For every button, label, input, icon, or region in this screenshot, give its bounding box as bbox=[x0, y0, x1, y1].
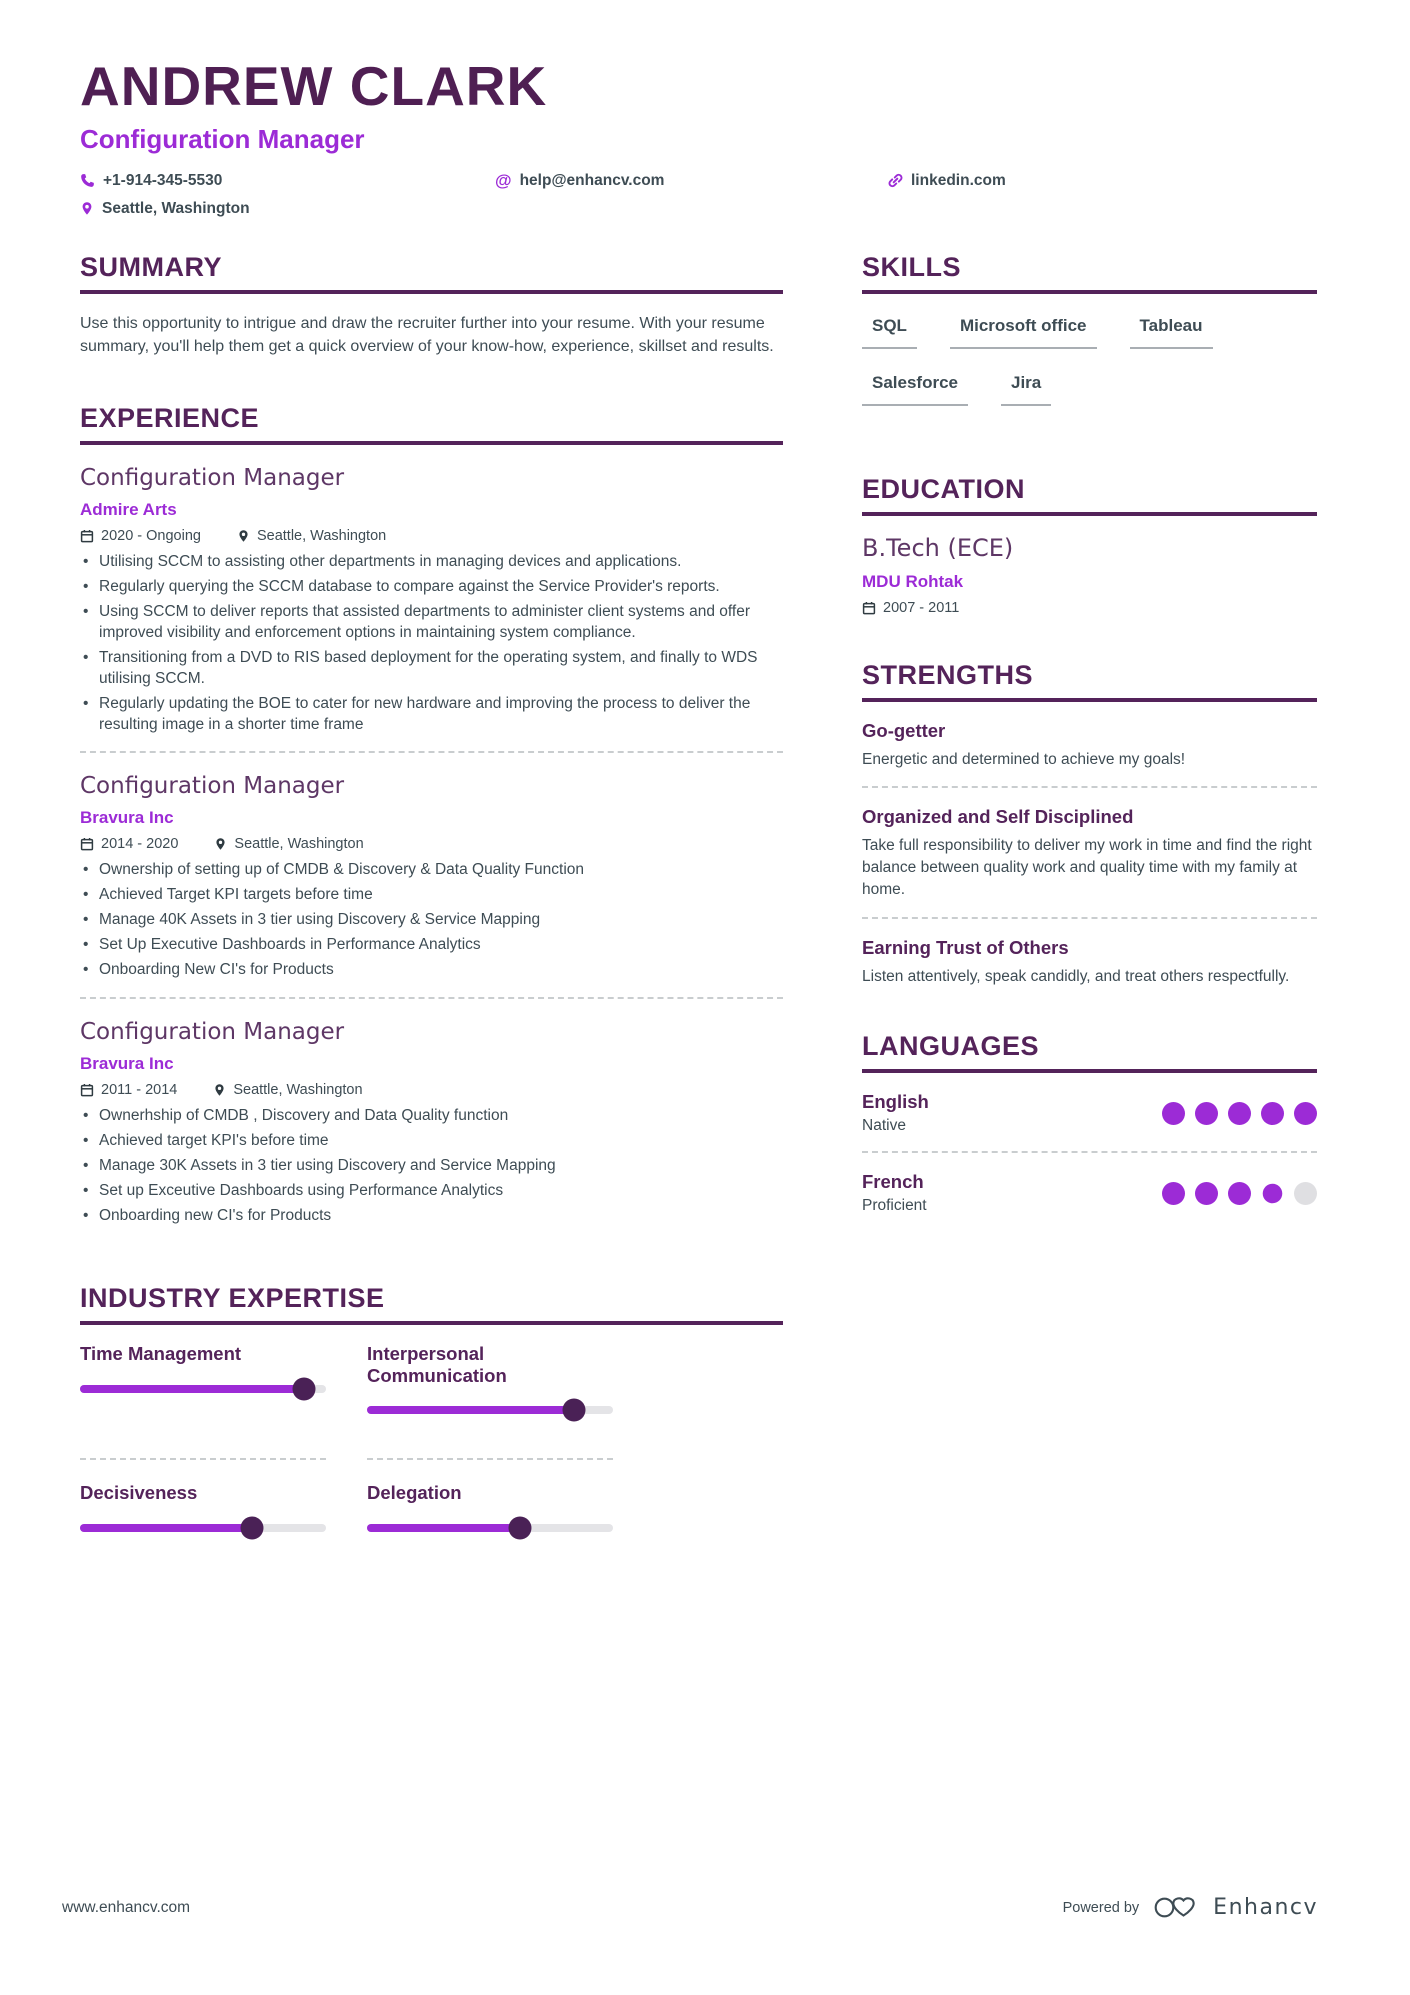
experience-meta bbox=[80, 528, 783, 544]
contact-info bbox=[80, 171, 1317, 218]
contact-email[interactable] bbox=[495, 171, 888, 191]
right-column bbox=[862, 252, 1317, 1259]
strength-item bbox=[862, 937, 1317, 988]
expertise-item bbox=[80, 1482, 326, 1576]
experience-bullet: • Manage 40K Assets in 3 tier using Discovery & Service Mapping bbox=[80, 910, 783, 931]
proficiency-dot-filled bbox=[1195, 1182, 1218, 1205]
experience-company: Admire Arts bbox=[80, 500, 177, 520]
expertise-slider bbox=[80, 1524, 326, 1532]
summary-heading: SUMMARY bbox=[80, 252, 783, 294]
resume-columns bbox=[0, 252, 1410, 1620]
experience-bullet: • Onboarding new CI's for Products bbox=[80, 1206, 783, 1227]
language-proficiency-dots bbox=[1162, 1102, 1317, 1125]
proficiency-dot-filled bbox=[1261, 1102, 1284, 1125]
experience-job-title: Configuration Manager bbox=[80, 1019, 345, 1046]
experience-heading: EXPERIENCE bbox=[80, 403, 783, 445]
powered-by-label: Powered by bbox=[1062, 1899, 1140, 1916]
expertise-item bbox=[80, 1343, 326, 1461]
language-name: English bbox=[862, 1091, 929, 1113]
enhancv-logo-icon bbox=[1153, 1894, 1199, 1921]
phone-icon bbox=[80, 173, 95, 188]
skill-tag: Salesforce bbox=[862, 373, 968, 406]
slider-knob bbox=[292, 1377, 315, 1400]
language-level: Native bbox=[862, 1117, 906, 1135]
experience-entry bbox=[80, 1017, 783, 1227]
experience-bullet: • Manage 30K Assets in 3 tier using Discovery and Service Mapping bbox=[80, 1156, 783, 1177]
skill-tag: SQL bbox=[862, 316, 917, 349]
language-divider bbox=[862, 1151, 1317, 1153]
experience-job-title: Configuration Manager bbox=[80, 773, 345, 800]
expertise-label: Decisiveness bbox=[80, 1482, 198, 1504]
skills-section bbox=[862, 252, 1317, 430]
strength-title: Go-getter bbox=[862, 719, 946, 741]
experience-location: Seattle, Washington bbox=[214, 836, 363, 852]
education-meta bbox=[862, 600, 1317, 616]
contact-link[interactable] bbox=[888, 172, 1317, 190]
experience-section bbox=[80, 403, 783, 1227]
contact-phone bbox=[80, 172, 495, 190]
proficiency-dot-filled bbox=[1162, 1102, 1185, 1125]
industry-expertise-section bbox=[80, 1283, 783, 1576]
slider-knob bbox=[562, 1399, 585, 1422]
contact-location bbox=[80, 200, 495, 218]
location-text: Seattle, Washington bbox=[102, 199, 250, 217]
proficiency-dot-filled bbox=[1195, 1102, 1218, 1125]
entry-divider bbox=[80, 997, 783, 999]
enhancv-wordmark: Enhancv bbox=[1213, 1895, 1318, 1920]
slider-fill bbox=[80, 1524, 252, 1532]
skill-tag: Tableau bbox=[1130, 316, 1213, 349]
expertise-slider bbox=[80, 1385, 326, 1393]
skill-tag: Jira bbox=[1001, 373, 1051, 406]
experience-bullet: • Set up Exceutive Dashboards using Performance Analytics bbox=[80, 1181, 783, 1202]
proficiency-dot-filled bbox=[1228, 1182, 1251, 1205]
email-address: help@enhancv.com bbox=[519, 171, 665, 189]
experience-location: Seattle, Washington bbox=[213, 1082, 362, 1098]
entry-divider bbox=[80, 751, 783, 753]
language-level: Proficient bbox=[862, 1197, 927, 1215]
calendar-icon bbox=[80, 1083, 94, 1097]
strength-description: Take full responsibility to deliver my work in time and find the right balance between quality work and quality time with my family at home. bbox=[862, 837, 1312, 898]
language-item bbox=[862, 1091, 1317, 1135]
left-column bbox=[80, 252, 783, 1620]
calendar-icon bbox=[862, 601, 876, 615]
education-section bbox=[862, 474, 1317, 616]
slider-fill bbox=[367, 1406, 574, 1414]
experience-bullet: • Regularly updating the BOE to cater for new hardware and improving the process to deliver the resulting image in a shorter time frame bbox=[80, 694, 783, 736]
proficiency-dot-filled bbox=[1162, 1182, 1185, 1205]
experience-entry bbox=[80, 771, 783, 981]
language-item bbox=[862, 1171, 1317, 1215]
experience-meta bbox=[80, 1082, 783, 1098]
experience-bullet-list bbox=[80, 860, 783, 981]
experience-bullet-list bbox=[80, 552, 783, 735]
education-school: MDU Rohtak bbox=[862, 571, 964, 591]
experience-company: Bravura Inc bbox=[80, 808, 174, 828]
industry-expertise-heading: INDUSTRY EXPERTISE bbox=[80, 1283, 783, 1325]
experience-bullet-list bbox=[80, 1106, 783, 1227]
strengths-heading: STRENGTHS bbox=[862, 660, 1317, 702]
skills-list bbox=[862, 312, 1317, 430]
experience-bullet: • Transitioning from a DVD to RIS based deployment for the operating system, and finally to WDS utilising SCCM. bbox=[80, 648, 783, 690]
page-footer bbox=[62, 1894, 1318, 1921]
proficiency-dot-filled bbox=[1294, 1102, 1317, 1125]
experience-job-title: Configuration Manager bbox=[80, 465, 345, 492]
expertise-item bbox=[367, 1343, 613, 1461]
proficiency-dot-filled bbox=[1263, 1183, 1283, 1203]
location-pin-icon bbox=[237, 529, 250, 543]
proficiency-dot-filled bbox=[1228, 1102, 1251, 1125]
strengths-section bbox=[862, 660, 1317, 987]
location-pin-icon bbox=[80, 201, 94, 216]
summary-text: Use this opportunity to intrigue and draw the recruiter further into your resume. With your resume summary, you'll help them get a quick overview of your know-how, experience, skillset and results. bbox=[80, 314, 774, 356]
experience-bullet: • Onboarding New CI's for Products bbox=[80, 960, 783, 981]
slider-fill bbox=[367, 1524, 520, 1532]
strength-title: Organized and Self Disciplined bbox=[862, 806, 1134, 828]
education-degree: B.Tech (ECE) bbox=[862, 533, 1014, 562]
experience-bullet: • Achieved Target KPI targets before time bbox=[80, 885, 783, 906]
expertise-label: Interpersonal Communication bbox=[367, 1342, 507, 1386]
experience-dates: 2020 - Ongoing bbox=[80, 528, 201, 544]
calendar-icon bbox=[80, 529, 94, 543]
strength-item bbox=[862, 806, 1317, 900]
phone-number: +1-914-345-5530 bbox=[103, 171, 223, 189]
resume-header bbox=[0, 0, 1410, 218]
experience-company: Bravura Inc bbox=[80, 1054, 174, 1074]
proficiency-dot-empty bbox=[1294, 1182, 1317, 1205]
strength-divider bbox=[862, 786, 1317, 788]
link-text: linkedin.com bbox=[911, 171, 1006, 189]
expertise-slider bbox=[367, 1406, 613, 1414]
strength-divider bbox=[862, 917, 1317, 919]
expertise-slider bbox=[367, 1524, 613, 1532]
experience-bullet: • Achieved target KPI's before time bbox=[80, 1131, 783, 1152]
expertise-label: Delegation bbox=[367, 1482, 462, 1504]
languages-heading: LANGUAGES bbox=[862, 1031, 1317, 1073]
skills-heading: SKILLS bbox=[862, 252, 1317, 294]
footer-website-link[interactable]: www.enhancv.com bbox=[62, 1898, 191, 1916]
education-heading: EDUCATION bbox=[862, 474, 1317, 516]
experience-bullet: • Using SCCM to deliver reports that assisted departments to administer client systems and offer improved visibility and enforcement options in maintaining system compliance. bbox=[80, 602, 783, 644]
location-pin-icon bbox=[213, 1083, 226, 1097]
experience-location: Seattle, Washington bbox=[237, 528, 386, 544]
strength-item bbox=[862, 720, 1317, 771]
expertise-label: Time Management bbox=[80, 1342, 242, 1364]
language-proficiency-dots bbox=[1162, 1182, 1317, 1205]
powered-by-block bbox=[1063, 1894, 1318, 1921]
experience-meta bbox=[80, 836, 783, 852]
strength-description: Energetic and determined to achieve my goals! bbox=[862, 750, 1186, 768]
calendar-icon bbox=[80, 837, 94, 851]
candidate-job-title: Configuration Manager bbox=[80, 123, 365, 154]
experience-entry bbox=[80, 463, 783, 735]
expertise-item bbox=[367, 1482, 613, 1576]
experience-bullet: • Set Up Executive Dashboards in Performance Analytics bbox=[80, 935, 783, 956]
language-name: French bbox=[862, 1171, 924, 1193]
summary-section bbox=[80, 252, 783, 359]
slider-fill bbox=[80, 1385, 304, 1393]
expertise-grid bbox=[80, 1343, 613, 1576]
experience-dates: 2014 - 2020 bbox=[80, 836, 178, 852]
experience-bullet: • Utilising SCCM to assisting other departments in managing devices and applications. bbox=[80, 552, 783, 573]
slider-knob bbox=[241, 1517, 264, 1540]
strength-description: Listen attentively, speak candidly, and treat others respectfully. bbox=[862, 967, 1290, 985]
strength-title: Earning Trust of Others bbox=[862, 936, 1069, 958]
education-dates: 2007 - 2011 bbox=[862, 600, 959, 616]
at-icon: @ bbox=[495, 170, 512, 190]
location-pin-icon bbox=[214, 837, 227, 851]
skill-tag: Microsoft office bbox=[950, 316, 1097, 349]
experience-bullet: • Ownerhship of CMDB , Discovery and Data Quality function bbox=[80, 1106, 783, 1127]
slider-knob bbox=[508, 1517, 531, 1540]
link-icon bbox=[888, 173, 903, 188]
candidate-name: ANDREW CLARK bbox=[80, 55, 548, 117]
experience-dates: 2011 - 2014 bbox=[80, 1082, 177, 1098]
languages-section bbox=[862, 1031, 1317, 1215]
experience-bullet: • Ownership of setting up of CMDB & Discovery & Data Quality Function bbox=[80, 860, 783, 881]
experience-bullet: • Regularly querying the SCCM database to compare against the Service Provider's reports. bbox=[80, 577, 783, 598]
